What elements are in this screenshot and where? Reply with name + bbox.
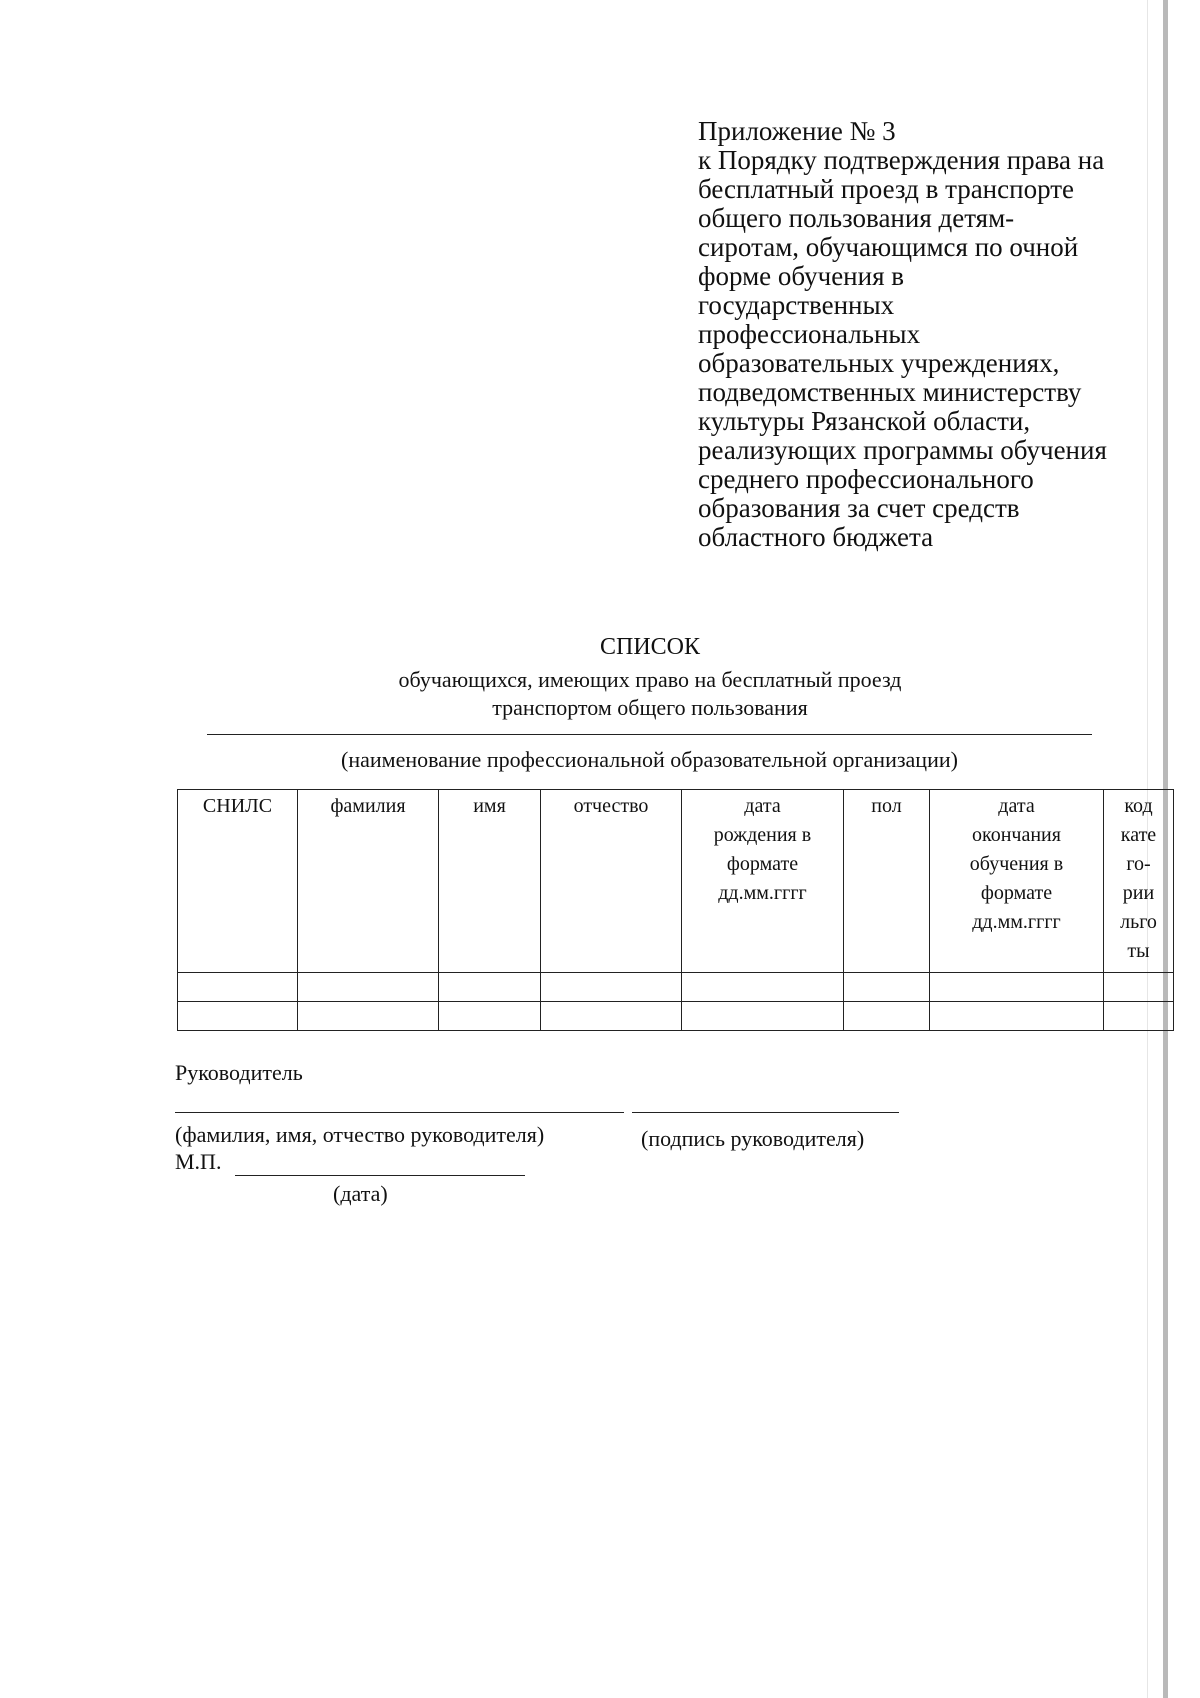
header-text: имя <box>473 795 506 817</box>
date-caption: (дата) <box>333 1181 388 1206</box>
org-name-blank <box>207 734 1092 735</box>
header-text: ты <box>1127 940 1150 962</box>
stamp-place-label: М.П. <box>175 1149 222 1174</box>
appendix-line: культуры Рязанской области, <box>698 406 1031 436</box>
org-name-caption: (наименование профессиональной образовательной организации) <box>341 747 958 772</box>
col-header-surname <box>298 790 439 973</box>
table-header-row <box>178 790 1174 973</box>
header-text: кате <box>1120 824 1157 846</box>
header-text: го- <box>1126 853 1151 875</box>
header-text: формате <box>726 853 799 875</box>
header-text: обучения в <box>969 853 1064 875</box>
appendix-line: образовательных учреждениях, <box>698 348 1060 378</box>
header-text: дата <box>998 795 1035 817</box>
table-cell <box>844 1002 930 1031</box>
col-header-patronymic <box>541 790 682 973</box>
header-text: фамилия <box>330 795 406 817</box>
appendix-header <box>698 117 1128 552</box>
table-cell <box>298 973 439 1002</box>
table-cell <box>844 973 930 1002</box>
table-cell <box>541 973 682 1002</box>
table-cell <box>439 1002 541 1031</box>
document-title: СПИСОК <box>599 634 701 660</box>
table-cell <box>1104 1002 1174 1031</box>
table-cell <box>178 1002 298 1031</box>
table-cell <box>439 973 541 1002</box>
header-text: СНИЛС <box>202 795 273 817</box>
table-cell <box>178 973 298 1002</box>
appendix-line: сиротам, обучающимся по очной <box>698 232 1079 262</box>
manager-label: Руководитель <box>175 1060 303 1085</box>
subtitle-line: транспортом общего пользования <box>492 695 808 720</box>
table-cell <box>541 1002 682 1031</box>
manager-name-blank <box>175 1112 624 1113</box>
header-text: окончания <box>972 824 1061 846</box>
col-header-birth-date <box>682 790 844 973</box>
table-row <box>178 1002 1174 1031</box>
header-text: формате <box>980 882 1053 904</box>
subtitle-line: обучающихся, имеющих право на бесплатный проезд <box>398 667 902 692</box>
appendix-line: бесплатный проезд в транспорте <box>698 174 1074 204</box>
table-cell <box>682 973 844 1002</box>
manager-signature-caption: (подпись руководителя) <box>641 1126 865 1151</box>
header-text: пол <box>871 795 902 817</box>
table-cell <box>930 1002 1104 1031</box>
appendix-line: Приложение № 3 <box>698 116 896 146</box>
students-table <box>177 789 1174 1031</box>
appendix-line: форме обучения в <box>698 261 904 291</box>
col-header-name <box>439 790 541 973</box>
header-text: отчество <box>573 795 649 817</box>
manager-signature-blank <box>632 1112 899 1113</box>
header-text: дд.мм.гггг <box>718 882 807 904</box>
header-text: рождения в <box>713 824 812 846</box>
col-header-benefit-code <box>1104 790 1174 973</box>
appendix-line: к Порядку подтверждения права на <box>698 145 1105 175</box>
col-header-graduation-date <box>930 790 1104 973</box>
col-header-sex <box>844 790 930 973</box>
appendix-line: среднего профессионального <box>698 464 1034 494</box>
manager-name-caption: (фамилия, имя, отчество руководителя) <box>175 1122 545 1147</box>
appendix-line: государственных <box>698 290 895 320</box>
header-text: код <box>1124 795 1153 817</box>
document-subtitle <box>0 666 1200 722</box>
table-cell <box>682 1002 844 1031</box>
table-cell <box>1104 973 1174 1002</box>
table-row <box>178 973 1174 1002</box>
table-cell <box>930 973 1104 1002</box>
header-text: дата <box>744 795 781 817</box>
appendix-line: областного бюджета <box>698 522 934 552</box>
header-text: рии <box>1122 882 1155 904</box>
appendix-line: общего пользования детям- <box>698 203 1015 233</box>
appendix-line: подведомственных министерству <box>698 377 1082 407</box>
header-text: льго <box>1120 911 1157 933</box>
appendix-line: образования за счет средств <box>698 493 1020 523</box>
appendix-line: профессиональных <box>698 319 921 349</box>
date-blank <box>235 1175 525 1176</box>
col-header-snils <box>178 790 298 973</box>
appendix-line: реализующих программы обучения <box>698 435 1107 465</box>
table-cell <box>298 1002 439 1031</box>
header-text: дд.мм.гггг <box>972 911 1061 933</box>
